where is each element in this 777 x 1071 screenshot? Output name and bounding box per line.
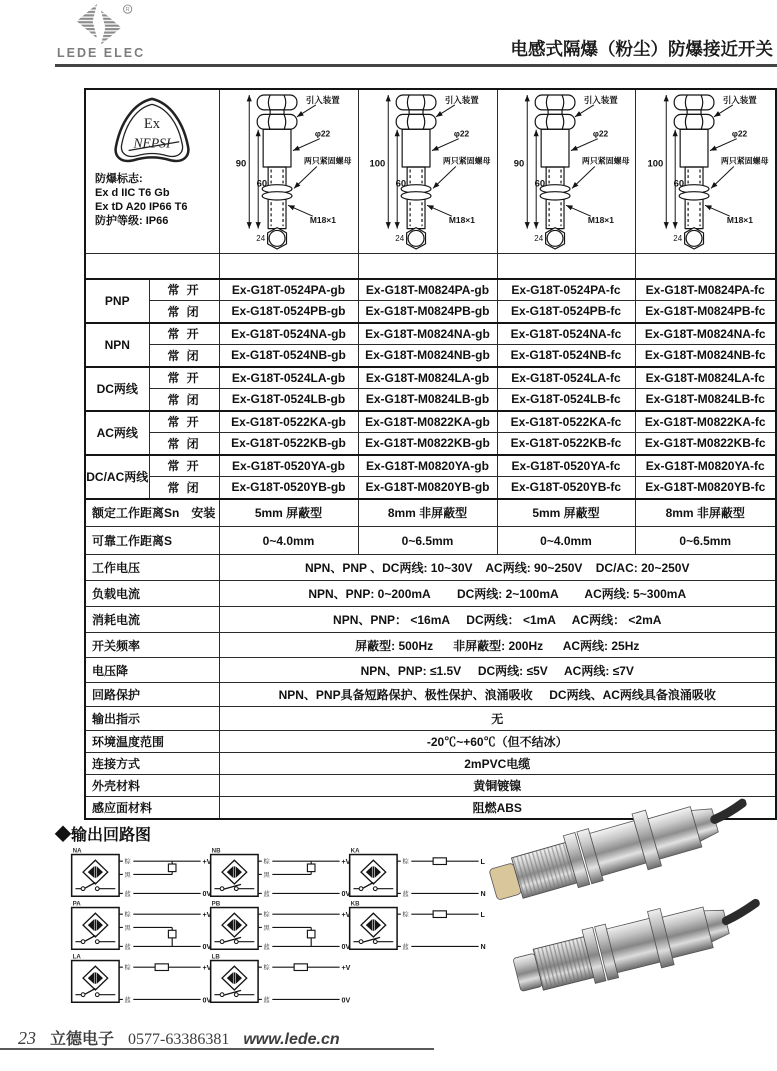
sensor-dimension-diagram [220, 90, 357, 250]
ex-mark-line2: Ex tD A20 IP66 T6 [95, 201, 188, 213]
output-circuits-heading: ◆输出回路图 [55, 827, 152, 844]
wire-color-label: 棕 [263, 858, 270, 866]
spec-label: 开关频率 [85, 633, 219, 658]
spec-row [85, 555, 776, 581]
wire-color-label: 棕 [402, 911, 409, 919]
sensor-diagram-cell [219, 89, 358, 254]
spec-value: 2mPVC电缆 [219, 753, 776, 775]
circuit-id-label: LA [72, 953, 81, 961]
circuit-cell [342, 899, 492, 959]
contact-state-label: 常 闭 [149, 345, 219, 367]
cable-entry-label: 引入装置 [583, 94, 618, 105]
terminal-label: L [480, 911, 485, 920]
model-number: Ex-G18T-M0824PA-gb [358, 279, 497, 301]
diameter-label: φ22 [731, 128, 748, 139]
switch-contact [359, 887, 363, 891]
circuit-cell [64, 952, 214, 1012]
model-number: Ex-G18T-0520YA-fc [497, 455, 635, 477]
model-number: Ex-G18T-M0824PA-fc [635, 279, 776, 301]
wiring-type-label: AC两线 [85, 411, 149, 455]
circuit-id-label: PA [72, 900, 81, 908]
wire-color-label: 棕 [124, 911, 131, 919]
load-resistor [294, 964, 307, 971]
overall-length-dim: 90 [235, 158, 247, 170]
model-number: Ex-G18T-0524NA-gb [219, 323, 358, 345]
logo-right-half [101, 10, 121, 44]
thread-label: M18×1 [587, 215, 614, 226]
lock-nuts-label: 两只紧固螺母 [720, 156, 769, 166]
body-length-dim: 60 [673, 178, 684, 190]
terminal-label: 0V [341, 890, 351, 899]
spec-label: 消耗电流 [85, 607, 219, 633]
model-number: Ex-G18T-0520YB-gb [219, 477, 358, 499]
spec-label: 环境温度范围 [85, 731, 219, 753]
contact-state-label: 常 闭 [149, 389, 219, 411]
wire-color-label: 蓝 [124, 996, 131, 1004]
terminal-label: 0V [202, 943, 212, 952]
contact-state-label: 常 闭 [149, 301, 219, 323]
wire-color-label: 蓝 [402, 890, 409, 898]
nepsi-ex-text: Ex [144, 116, 161, 133]
load-resistor [168, 930, 176, 938]
model-number: Ex-G18T-0522KA-fc [497, 411, 635, 433]
ex-mark-title: 防爆标志: [95, 173, 143, 185]
spec-row [85, 499, 776, 527]
sensor-dimension-diagram [359, 90, 496, 250]
circuit-diagram-PA [64, 899, 214, 954]
wire-color-label: 蓝 [402, 943, 409, 951]
overall-length-dim: 100 [369, 158, 386, 170]
spec-value: 0~6.5mm [635, 527, 776, 555]
registered-mark: R [125, 7, 130, 13]
model-row [85, 323, 776, 345]
model-number: Ex-G18T-0524PA-fc [497, 279, 635, 301]
footer [18, 1026, 340, 1049]
model-number: Ex-G18T-M0824NA-fc [635, 323, 776, 345]
wiring-type-label: DC两线 [85, 367, 149, 411]
spec-value: 无 [219, 707, 776, 731]
model-number: Ex-G18T-0522KA-gb [219, 411, 358, 433]
logo-left-half [77, 4, 97, 38]
spec-row [85, 731, 776, 753]
page-title: 电感式隔爆（粉尘）防爆接近开关 [510, 39, 773, 59]
model-number: Ex-G18T-M0822KB-gb [358, 433, 497, 455]
switch-contact [234, 887, 238, 891]
thread-label: M18×1 [726, 215, 753, 226]
blank-cell [358, 254, 497, 279]
model-number: Ex-G18T-M0820YA-fc [635, 455, 776, 477]
model-number: Ex-G18T-M0824LB-gb [358, 389, 497, 411]
contact-state-label: 常 闭 [149, 477, 219, 499]
spec-row [85, 753, 776, 775]
output-circuit-diagrams [64, 846, 544, 1014]
model-row [85, 477, 776, 499]
contact-state-label: 常 闭 [149, 433, 219, 455]
model-number: Ex-G18T-M0824NB-fc [635, 345, 776, 367]
switch-contact [81, 993, 85, 997]
switch-contact [220, 940, 224, 944]
circuit-id-label: KA [350, 847, 360, 855]
spec-value: NPN、PNP 、DC两线: 10~30V AC两线: 90~250V DC/AC: 20~250V [219, 555, 776, 581]
switch-contact [234, 993, 238, 997]
terminal-label: N [480, 943, 486, 952]
load-resistor [168, 864, 176, 872]
model-row [85, 433, 776, 455]
model-row [85, 367, 776, 389]
model-row [85, 345, 776, 367]
model-number: Ex-G18T-0524LB-gb [219, 389, 358, 411]
header-rule [55, 64, 777, 67]
lock-nuts-label: 两只紧固螺母 [442, 156, 491, 166]
spec-value: 5mm 屏蔽型 [219, 499, 358, 527]
blank-cell [635, 254, 776, 279]
cable-entry-label: 引入装置 [444, 94, 479, 105]
spec-value: 0~4.0mm [219, 527, 358, 555]
model-row [85, 279, 776, 301]
circuit-diagram-KB [342, 899, 492, 954]
blank-cell [85, 254, 219, 279]
spec-row [85, 527, 776, 555]
terminal-label: L [480, 858, 485, 867]
spec-value: 8mm 非屏蔽型 [358, 499, 497, 527]
wire-color-label: 黑 [124, 924, 131, 932]
switch-contact [95, 940, 99, 944]
switch-contact [220, 887, 224, 891]
cable-entry-label: 引入装置 [305, 94, 340, 105]
blank-cell [219, 254, 358, 279]
model-number: Ex-G18T-M0824LA-fc [635, 367, 776, 389]
spec-value: NPN、PNP： <16mA DC两线： <1mA AC两线： <2mA [219, 607, 776, 633]
spec-label: 可靠工作距离S [85, 527, 219, 555]
model-number: Ex-G18T-0524NA-fc [497, 323, 635, 345]
ex-mark-line1: Ex d IIC T6 Gb [95, 187, 170, 199]
nepsi-ex-logo [102, 94, 202, 170]
contact-state-label: 常 开 [149, 455, 219, 477]
thread-label: M18×1 [309, 215, 336, 226]
model-number: Ex-G18T-M0824PB-fc [635, 301, 776, 323]
spec-row [85, 683, 776, 707]
body-length-dim: 60 [534, 178, 545, 190]
circuit-cell [203, 846, 353, 906]
face-width-dim: 24 [395, 234, 405, 244]
spec-value: 8mm 非屏蔽型 [635, 499, 776, 527]
switch-contact [373, 887, 377, 891]
load-resistor [307, 864, 315, 872]
wire-color-label: 蓝 [124, 890, 131, 898]
model-number: Ex-G18T-0524NB-fc [497, 345, 635, 367]
wire-color-label: 棕 [402, 858, 409, 866]
body-length-dim: 60 [395, 178, 407, 190]
wire-color-label: 蓝 [263, 943, 270, 951]
spec-row [85, 581, 776, 607]
terminal-label: +V [202, 858, 212, 867]
model-number: Ex-G18T-M0820YA-gb [358, 455, 497, 477]
switch-contact [220, 993, 224, 997]
wire-color-label: 棕 [124, 858, 131, 866]
ip-rating: 防护等级: IP66 [95, 215, 169, 227]
face-width-dim: 24 [256, 234, 266, 244]
sensor-diagram-cell [497, 89, 635, 254]
blank-cell [497, 254, 635, 279]
model-row [85, 411, 776, 433]
switch-contact [95, 887, 99, 891]
phone-number: 0577-63386381 [128, 1031, 230, 1048]
model-number: Ex-G18T-0524LA-gb [219, 367, 358, 389]
switch-contact [359, 940, 363, 944]
page-number: 23 [18, 1028, 36, 1048]
circuit-cell [203, 899, 353, 959]
model-number: Ex-G18T-0520YA-gb [219, 455, 358, 477]
circuit-diagram-PB [203, 899, 353, 954]
spec-value: 屏蔽型: 500Hz 非屏蔽型: 200Hz AC两线: 25Hz [219, 633, 776, 658]
load-resistor [155, 964, 168, 971]
load-resistor [307, 930, 315, 938]
lede-logo [56, 4, 156, 46]
terminal-label: +V [202, 911, 212, 920]
sensor-diagram-cell [358, 89, 497, 254]
switch-contact [234, 940, 238, 944]
terminal-label: +V [202, 964, 212, 973]
blank-row [85, 254, 776, 279]
model-row [85, 389, 776, 411]
spec-row [85, 633, 776, 658]
face-width-dim: 24 [533, 234, 543, 244]
load-resistor [433, 911, 446, 918]
circuit-cell [203, 952, 353, 1012]
circuit-diagram-LB [203, 952, 353, 1007]
sensor-dimension-diagram [498, 90, 635, 250]
circuit-id-label: LB [211, 953, 220, 961]
diameter-label: φ22 [453, 128, 470, 139]
circuit-id-label: PB [211, 900, 221, 908]
wire-color-label: 黑 [124, 871, 131, 879]
spec-label: 负载电流 [85, 581, 219, 607]
spec-value: -20℃~+60℃（但不结冰） [219, 731, 776, 753]
sensor-dimension-diagram [637, 90, 774, 250]
cable [724, 903, 758, 921]
model-number: Ex-G18T-0524LB-fc [497, 389, 635, 411]
nepsi-text: NEPSI [133, 135, 171, 151]
spec-label: 外壳材料 [85, 775, 219, 797]
load-resistor [433, 858, 446, 865]
switch-contact [81, 887, 85, 891]
model-number: Ex-G18T-M0824NB-gb [358, 345, 497, 367]
wiring-type-label: DC/AC两线 [85, 455, 149, 499]
overall-length-dim: 100 [647, 158, 664, 170]
spec-label: 工作电压 [85, 555, 219, 581]
diagram-row [85, 89, 776, 254]
spec-value: NPN、PNP: ≤1.5V DC两线: ≤5V AC两线: ≤7V [219, 658, 776, 683]
wire-color-label: 黑 [263, 924, 270, 932]
spec-value: 黄铜镀镍 [219, 775, 776, 797]
model-number: Ex-G18T-M0820YB-gb [358, 477, 497, 499]
model-number: Ex-G18T-0520YB-fc [497, 477, 635, 499]
model-number: Ex-G18T-0524PA-gb [219, 279, 358, 301]
wire-color-label: 蓝 [263, 890, 270, 898]
terminal-label: N [480, 890, 486, 899]
website-url: www.lede.cn [243, 1031, 340, 1048]
certification-cell [85, 89, 219, 254]
brand-name: LEDE ELEC [57, 46, 146, 60]
terminal-label: 0V [341, 996, 351, 1005]
circuit-id-label: KB [350, 900, 360, 908]
spec-row [85, 707, 776, 731]
spec-row [85, 658, 776, 683]
model-number: Ex-G18T-M0822KA-gb [358, 411, 497, 433]
spec-value: 阻燃ABS [219, 797, 776, 819]
thread-label: M18×1 [448, 215, 475, 226]
spec-value: NPN、PNP: 0~200mA DC两线: 2~100mA AC两线: 5~300mA [219, 581, 776, 607]
model-row [85, 301, 776, 323]
spec-label: 感应面材料 [85, 797, 219, 819]
spec-value: NPN、PNP具备短路保护、极性保护、浪涌吸收 DC两线、AC两线具备浪涌吸收 [219, 683, 776, 707]
spec-label: 连接方式 [85, 753, 219, 775]
spec-label: 输出指示 [85, 707, 219, 731]
terminal-label: +V [341, 858, 351, 867]
circuit-diagram-NB [203, 846, 353, 901]
wire-color-label: 棕 [263, 911, 270, 919]
spec-label: 额定工作距离Sn 安装 [85, 499, 219, 527]
terminal-label: +V [341, 911, 351, 920]
spec-label: 回路保护 [85, 683, 219, 707]
model-number: Ex-G18T-M0822KB-fc [635, 433, 776, 455]
company-name: 立德电子 [50, 1031, 115, 1048]
model-number: Ex-G18T-M0824LB-fc [635, 389, 776, 411]
wire-color-label: 蓝 [263, 996, 270, 1004]
contact-state-label: 常 开 [149, 367, 219, 389]
spec-value: 0~6.5mm [358, 527, 497, 555]
sensor-diagram-cell [635, 89, 776, 254]
circuit-diagram-NA [64, 846, 214, 901]
footer-rule [0, 1048, 434, 1050]
body-length-dim: 60 [256, 178, 268, 190]
model-row [85, 455, 776, 477]
contact-state-label: 常 开 [149, 323, 219, 345]
model-number: Ex-G18T-M0824NA-gb [358, 323, 497, 345]
model-number: Ex-G18T-M0824LA-gb [358, 367, 497, 389]
spec-value: 0~4.0mm [497, 527, 635, 555]
cable [713, 803, 745, 819]
circuit-cell [64, 899, 214, 959]
switch-contact [95, 993, 99, 997]
wiring-type-label: NPN [85, 323, 149, 367]
wire-color-label: 黑 [263, 871, 270, 879]
diameter-label: φ22 [314, 128, 331, 139]
model-number: Ex-G18T-0524PB-gb [219, 301, 358, 323]
wiring-type-label: PNP [85, 279, 149, 323]
model-number: Ex-G18T-0522KB-fc [497, 433, 635, 455]
model-number: Ex-G18T-M0824PB-gb [358, 301, 497, 323]
wire-color-label: 棕 [124, 964, 131, 972]
circuit-id-label: NB [211, 847, 221, 855]
circuit-cell [342, 846, 492, 906]
model-number: Ex-G18T-0522KB-gb [219, 433, 358, 455]
face-width-dim: 24 [673, 234, 682, 244]
terminal-label: 0V [202, 890, 212, 899]
model-number: Ex-G18T-0524LA-fc [497, 367, 635, 389]
contact-state-label: 常 开 [149, 411, 219, 433]
overall-length-dim: 90 [513, 158, 524, 170]
model-number: Ex-G18T-0524NB-gb [219, 345, 358, 367]
cable-entry-label: 引入装置 [722, 94, 757, 105]
contact-state-label: 常 开 [149, 279, 219, 301]
lock-nuts-label: 两只紧固螺母 [303, 156, 352, 166]
spec-label: 电压降 [85, 658, 219, 683]
spec-row [85, 775, 776, 797]
circuit-cell [64, 846, 214, 906]
circuit-diagram-KA [342, 846, 492, 901]
switch-contact [373, 940, 377, 944]
circuit-diagram-LA [64, 952, 214, 1007]
wire-color-label: 蓝 [124, 943, 131, 951]
circuit-id-label: NA [72, 847, 82, 855]
terminal-label: +V [341, 964, 351, 973]
spec-table [84, 88, 777, 820]
terminal-label: 0V [202, 996, 212, 1005]
spec-value: 5mm 屏蔽型 [497, 499, 635, 527]
wire-color-label: 棕 [263, 964, 270, 972]
model-number: Ex-G18T-0524PB-fc [497, 301, 635, 323]
model-number: Ex-G18T-M0822KA-fc [635, 411, 776, 433]
diameter-label: φ22 [592, 128, 608, 139]
lock-nuts-label: 两只紧固螺母 [581, 156, 630, 166]
model-number: Ex-G18T-M0820YB-fc [635, 477, 776, 499]
spec-row [85, 607, 776, 633]
terminal-label: 0V [341, 943, 351, 952]
switch-contact [81, 940, 85, 944]
